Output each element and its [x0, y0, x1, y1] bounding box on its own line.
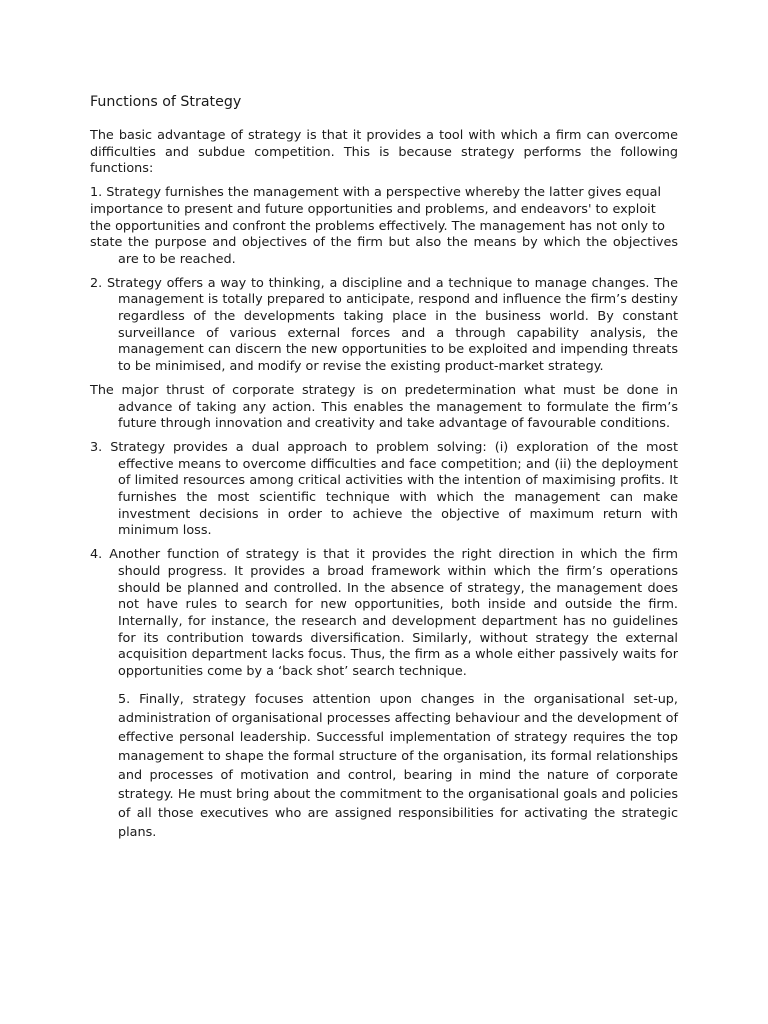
intro-paragraph: The basic advantage of strategy is that it provides a tool with which a firm can overcome difficulties and subdue competition. This is because strategy performs the following functions:: [90, 128, 678, 177]
point-2-paragraph: 2. Strategy offers a way to thinking, a discipline and a technique to manage changes. The management is totally prepared to anticipate, respond and influence the firm’s destiny regardless of the developments taking place in the business world. By constant surveillance of various external forces and a through capability analysis, the management can discern the new opportunities to be exploited and impending threats to be minimised, and modify or revise the existing product-market strategy.: [90, 275, 678, 375]
thrust-paragraph: The major thrust of corporate strategy is on predetermination what must be done in advance of taking any action. This enables the management to formulate the firm’s future through innovation and creativity and take advantage of favourable conditions.: [90, 382, 678, 432]
point-5-paragraph: 5. Finally, strategy focuses attention upon changes in the organisational set-up, administration of organisational processes affecting behaviour and the development of effective personal leadership. Successful implementation of strategy requires the top management to shape the formal structure of the organisation, its formal relationships and processes of motivation and control, bearing in mind the nature of corporate strategy. He must bring about the commitment to the organisational goals and policies of all those executives who are assigned responsibilities for activating the strategic plans.: [118, 691, 678, 841]
document-page: [90, 94, 678, 850]
page-title: Functions of Strategy: [90, 94, 242, 110]
point-4-paragraph: 4. Another function of strategy is that it provides the right direction in which the firm should progress. It provides a broad framework within which the firm’s operations should be planned and controlled. In the absence of strategy, the management does not have rules to search for new opportunities, both inside and outside the firm. Internally, for instance, the research and development department has no guidelines for its contribution towards diversification. Similarly, without strategy the external acquisition department lacks focus. Thus, the firm as a whole either passively waits for opportunities come by a ‘back shot’ search technique.: [90, 547, 678, 680]
point-1-continuation: state the purpose and objectives of the firm but also the means by which the objectives are to be reached.: [90, 235, 678, 267]
point-3-paragraph: 3. Strategy provides a dual approach to problem solving: (i) exploration of the most effective means to overcome difficulties and face competition; and (ii) the deployment of limited resources among critical activities with the intention of maximising profits. It furnishes the most scientific technique with which the management can make investment decisions in order to achieve the objective of maximum return with minimum loss.: [90, 439, 678, 539]
point-1-paragraph: 1. Strategy furnishes the management with a perspective whereby the latter gives equal importance to present and future opportunities and problems, and endeavors' to exploit the opportunities and confront the problems effectively. The management has not only to: [90, 185, 666, 234]
